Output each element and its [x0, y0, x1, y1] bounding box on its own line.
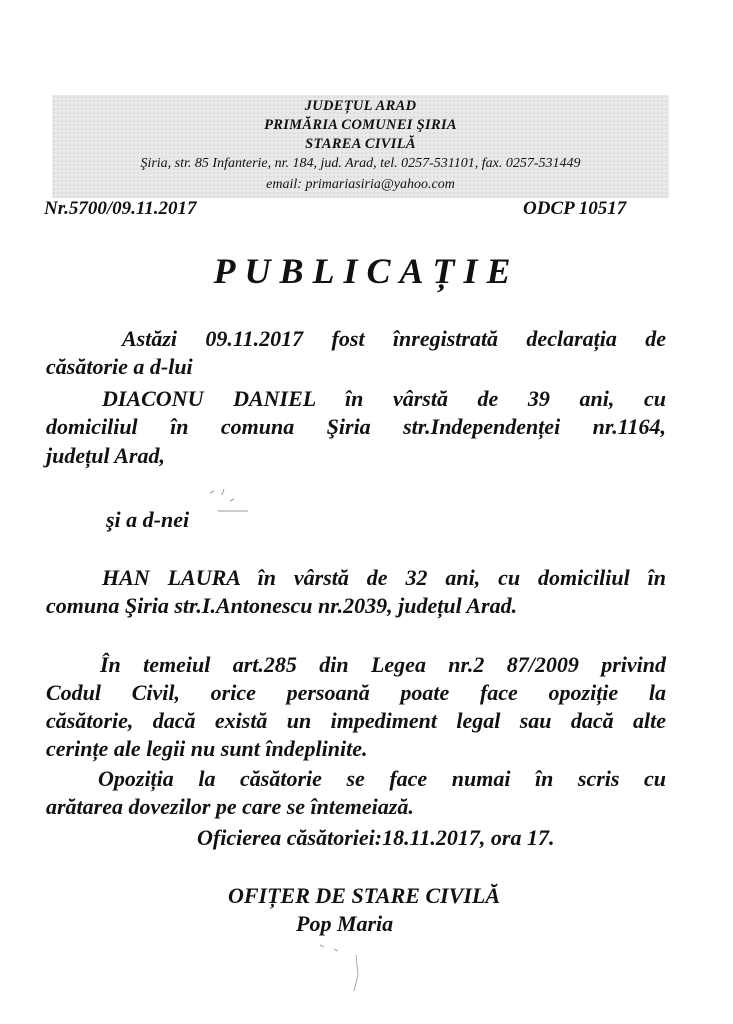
paragraph3-line2: comuna Şiria str.I.Antonescu nr.2039, județul Arad.: [46, 593, 518, 618]
paragraph1-line5: județul Arad,: [46, 443, 165, 468]
department-name: STAREA CIVILĂ: [305, 136, 416, 152]
document-code: ODCP 10517: [523, 198, 627, 219]
signatory-title: OFIȚER DE STARE CIVILĂ: [228, 883, 501, 908]
paragraph4-line5: Opoziția la căsătorie se face numai în scris cu: [98, 766, 666, 791]
signatory-name: Pop Maria: [296, 911, 394, 936]
paragraph1-line4: domiciliul în comuna Şiria str.Independenței nr.1164,: [46, 414, 666, 439]
paragraph4-line1: În temeiul art.285 din Legea nr.2 87/2009 privind: [100, 652, 666, 677]
paragraph2: şi a d-nei: [106, 507, 190, 532]
town-hall-name: PRIMĂRIA COMUNEI ŞIRIA: [264, 117, 457, 133]
paragraph4-line6: arătarea dovezilor pe care se întemeiază.: [46, 794, 414, 819]
paragraph4-line3: căsătorie, dacă există un impediment legal sau dacă alte: [46, 708, 666, 733]
paragraph3-line1: HAN LAURA în vârstă de 32 ani, cu domiciliul în: [102, 565, 666, 590]
paragraph1-line3: DIACONU DANIEL în vârstă de 39 ani, cu: [102, 386, 666, 411]
letterhead: [52, 95, 669, 198]
page-title: PUBLICAȚIE: [213, 251, 520, 291]
pen-stroke-mark: [200, 485, 260, 515]
email-line: email: primariasiria@yahoo.com: [266, 177, 455, 192]
paragraph4-line2: Codul Civil, orice persoană poate face opoziție la: [46, 680, 666, 705]
paragraph1-line2: căsătorie a d-lui: [46, 354, 193, 379]
ceremony-date-line: Oficierea căsătoriei:18.11.2017, ora 17.: [197, 825, 555, 850]
registration-number: Nr.5700/09.11.2017: [44, 198, 197, 219]
paragraph4-line4: cerințe ale legii nu sunt îndeplinite.: [46, 736, 368, 761]
address-line: Şiria, str. 85 Infanterie, nr. 184, jud. Arad, tel. 0257-531101, fax. 0257-531449: [140, 156, 581, 171]
signature-scribble-mark: [300, 935, 380, 995]
paragraph1-line1: Astăzi 09.11.2017 fost înregistrată declarația de: [122, 326, 666, 351]
county-name: JUDEȚUL ARAD: [304, 98, 417, 114]
